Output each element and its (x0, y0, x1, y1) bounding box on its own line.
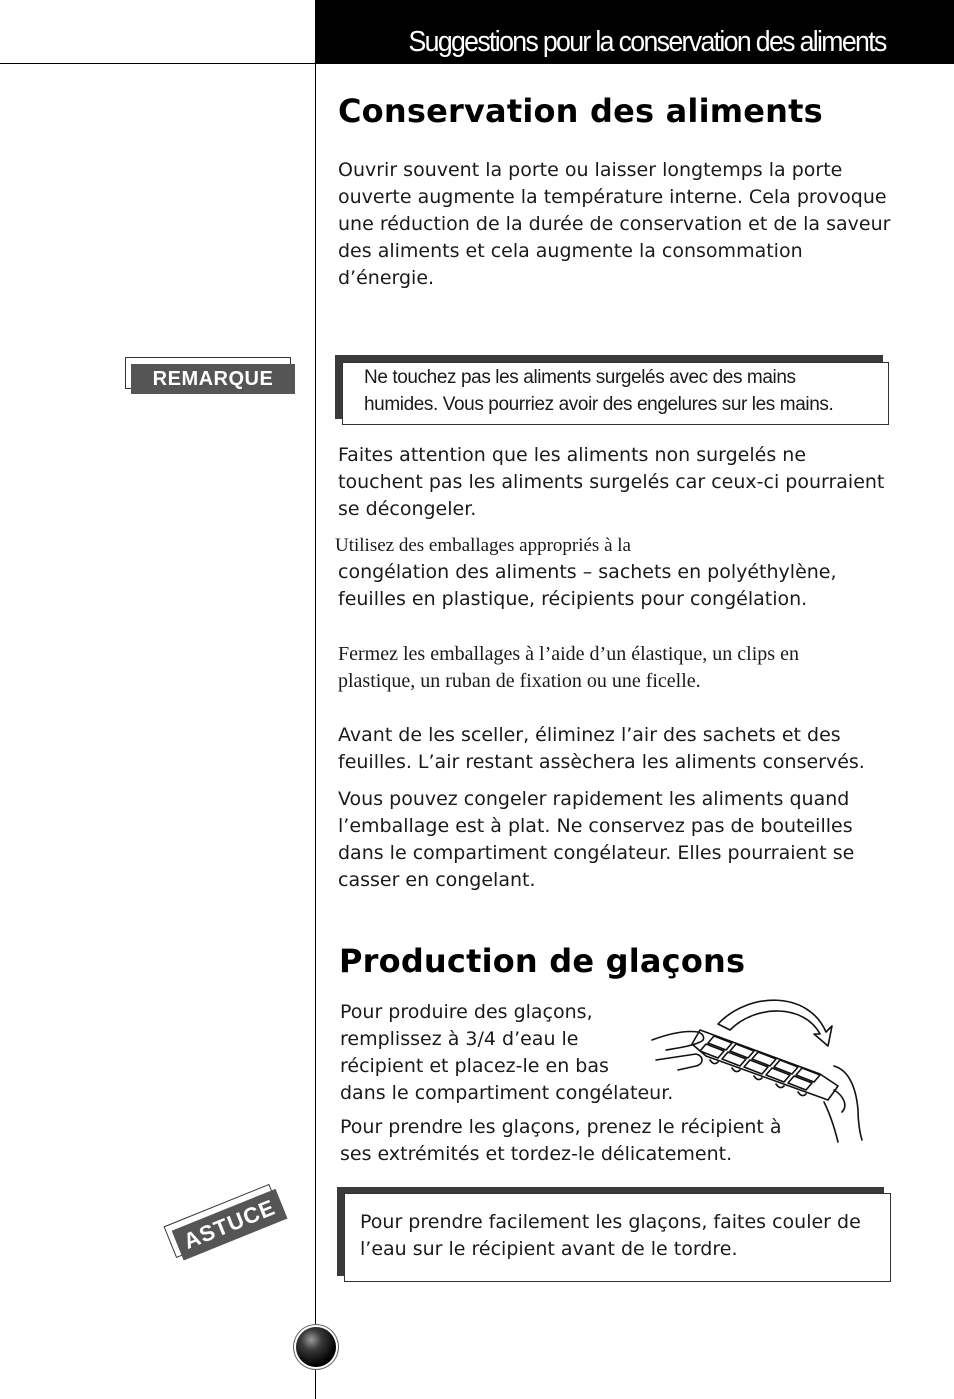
text-line: Pour produire des glaçons, (340, 1001, 593, 1023)
section-title-conservation: Conservation des aliments (338, 92, 823, 130)
text-line: Pour prendre facilement les glaçons, faites couler de (360, 1211, 861, 1233)
page-marker-dot (296, 1327, 336, 1367)
air-paragraph (338, 722, 865, 776)
text-line: dans le compartiment congélateur. (340, 1082, 674, 1104)
text-line: des aliments et cela augmente la consommation (338, 240, 803, 262)
astuce-label: ASTUCE (172, 1189, 288, 1261)
text-line: l’eau sur le récipient avant de le tordre. (360, 1238, 738, 1260)
remarque-label: REMARQUE (131, 364, 295, 394)
remarque-badge (125, 357, 295, 395)
text-line: casser en congelant. (338, 869, 536, 891)
header-bar (316, 0, 954, 64)
fermez-paragraph (338, 641, 799, 695)
text-line: feuilles. L’air restant assèchera les aliments conservés. (338, 751, 865, 773)
text-line: Faites attention que les aliments non surgelés ne (338, 444, 807, 466)
produce-paragraph (340, 999, 673, 1107)
header-rule (0, 63, 316, 64)
text-line: Pour prendre les glaçons, prenez le récipient à (340, 1116, 782, 1138)
section-title-glacons: Production de glaçons (339, 942, 746, 980)
ice-tray-illustration (648, 990, 868, 1150)
text-line: ouverte augmente la température interne. Cela provoque (338, 186, 887, 208)
text-line: Fermez les emballages à l’aide d’un élastique, un clips en (338, 643, 799, 665)
text-line: humides. Vous pourriez avoir des engelures sur les mains. (364, 394, 834, 415)
text-line: plastique, un ruban de fixation ou une ficelle. (338, 670, 701, 692)
text-line: feuilles en plastique, récipients pour congélation. (338, 588, 808, 610)
text-line: Avant de les sceller, éliminez l’air des sachets et des (338, 724, 841, 746)
text-line: Ouvrir souvent la porte ou laisser longtemps la porte (338, 159, 843, 181)
text-line: récipient et placez-le en bas (340, 1055, 609, 1077)
text-line: d’énergie. (338, 267, 435, 289)
tip-text (360, 1209, 861, 1263)
tip-box (344, 1193, 891, 1282)
right-hand (824, 1066, 862, 1142)
text-line: Vous pouvez congeler rapidement les aliments quand (338, 788, 850, 810)
text-line: dans le compartiment congélateur. Elles pourraient se (338, 842, 855, 864)
text-line: remplissez à 3/4 d’eau le (340, 1028, 579, 1050)
emballages-first-line: Utilisez des emballages appropriés à la (335, 535, 631, 556)
astuce-badge (163, 1178, 306, 1282)
twist-arrow (718, 1000, 832, 1046)
attention-paragraph (338, 442, 884, 523)
text-line: congélation des aliments – sachets en polyéthylène, (338, 561, 837, 583)
vertical-divider (315, 0, 316, 1399)
text-line: se décongeler. (338, 498, 477, 520)
text-line: une réduction de la durée de conservation et de la saveur (338, 213, 891, 235)
text-line: Ne touchez pas les aliments surgelés avec des mains (364, 367, 796, 388)
emballages-paragraph (338, 559, 837, 613)
note-text (364, 364, 833, 418)
header-title: Suggestions pour la conservation des aliments (408, 26, 886, 58)
plat-paragraph (338, 786, 854, 894)
text-line: l’emballage est à plat. Ne conservez pas de bouteilles (338, 815, 853, 837)
text-line: ses extrémités et tordez-le délicatement. (340, 1143, 733, 1165)
intro-paragraph (338, 157, 890, 292)
note-box (342, 362, 889, 425)
text-line: touchent pas les aliments surgelés car ceux-ci pourraient (338, 471, 885, 493)
